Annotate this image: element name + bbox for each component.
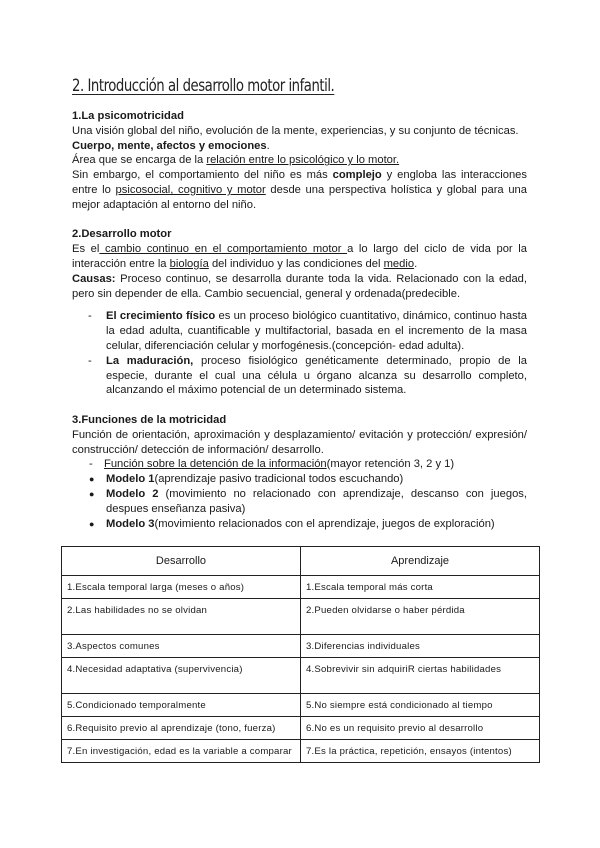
underlined-phrase: cambio continuo en el comportamiento motor <box>99 243 348 256</box>
section-2-definition <box>72 242 527 272</box>
section-3-sublist <box>72 457 527 472</box>
list-item <box>72 354 527 398</box>
table-cell: 1.Escala temporal más corta <box>301 576 540 599</box>
table-cell: 1.Escala temporal larga (meses o años) <box>62 576 301 599</box>
list-item-bold: El crecimiento físico <box>106 310 216 323</box>
column-header-desarrollo: Desarrollo <box>62 547 301 576</box>
text-run: (mayor retención 3, 2 y 1) <box>326 458 455 471</box>
section-1-area <box>72 153 527 168</box>
table-cell: 3.Aspectos comunes <box>62 635 301 658</box>
models-list <box>72 472 527 531</box>
section-2-causas <box>72 272 527 302</box>
list-item <box>72 472 527 487</box>
model-text: (movimiento no relacionado con aprendizaje, descanso con juegos, despues enseñanza pasiva) <box>106 487 527 515</box>
underlined-word: biología <box>169 257 209 270</box>
section-1-heading: 1.La psicomotricidad <box>72 110 184 122</box>
list-item <box>72 487 527 517</box>
table-cell: 3.Diferencias individuales <box>301 635 540 658</box>
list-item <box>72 517 527 532</box>
column-header-aprendizaje: Aprendizaje <box>301 547 540 576</box>
text-run: Sin embargo, el comportamiento del niño es más <box>72 169 333 182</box>
text-run: Proceso continuo, se desarrolla durante toda la vida. Relacionado con la edad, pero sin depender de ella. Cambio secuencial, general y ordenada(predecible. <box>72 272 527 300</box>
table-row <box>62 599 540 635</box>
table-cell: 4.Necesidad adaptativa (supervivencia) <box>62 658 301 694</box>
text-run: Es el <box>72 243 100 256</box>
table-cell: 7.En investigación, edad es la variable a comparar <box>62 740 301 763</box>
model-label: Modelo 3 <box>106 517 155 530</box>
model-label: Modelo 1 <box>106 473 155 486</box>
section-3-heading: 3.Funciones de la motricidad <box>72 413 227 426</box>
list-item-text: es un proceso biológico cuantitativo, dinámico, continuo hasta la edad adulta, cuantificable y multifactorial, basada en el incremento de la masa celular, diferenciación celular y morfogénesis.(concepción- edad adulta). <box>106 310 527 352</box>
table-cell: 2.Las habilidades no se olvidan <box>62 599 301 635</box>
underlined-phrase: psicosocial, cognitivo y motor <box>115 183 266 196</box>
text-run: y engloba las interacciones entre lo <box>72 169 527 196</box>
comparison-table <box>61 546 540 763</box>
text-run: a lo largo del ciclo de vida por la interacción entre la <box>72 243 527 270</box>
section-3-text: Función de orientación, aproximación y desplazamiento/ evitación y protección/ expresión/ construcción/ detección de información/ desarrollo. <box>72 428 527 456</box>
table-row <box>62 576 540 599</box>
model-text: (movimiento relacionados con el aprendizaje, juegos de exploración) <box>154 517 495 530</box>
page-title: 2. Introducción al desarrollo motor infantil. <box>72 76 335 96</box>
model-label: Modelo 2 <box>106 487 159 500</box>
causas-label: Causas: <box>72 272 116 285</box>
table-header-row <box>62 547 540 576</box>
bold-word: complejo <box>332 169 382 182</box>
text-run: . <box>414 257 418 270</box>
table-row <box>62 658 540 694</box>
section-1-line: Una visión global del niño, evolución de la mente, experiencias, y su conjunto de técnicas. <box>72 124 519 137</box>
table-row <box>62 740 540 763</box>
model-text: (aprendizaje pasivo tradicional todos escuchando) <box>154 473 404 486</box>
underlined-phrase: relación entre lo psicológico y lo motor. <box>206 154 400 167</box>
table-row <box>62 635 540 658</box>
list-item <box>72 309 527 353</box>
list-item-text: proceso fisiológico genéticamente determinado, propio de la especie, durante el cual una célula u órgano alcanza su desarrollo completo, alcanzando el máximo potencial de un determinado sistema. <box>106 354 527 397</box>
section-1-paragraph <box>72 168 527 212</box>
section-1-bold-line: Cuerpo, mente, afectos y emociones. <box>72 139 270 152</box>
list-item-bold: La maduración, <box>106 354 194 367</box>
table-cell: 6.Requisito previo al aprendizaje (tono, fuerza) <box>62 717 301 740</box>
text-run: del individuo y las condiciones del <box>208 257 384 270</box>
table-row <box>62 694 540 717</box>
underlined-phrase: Función sobre la detención de la información <box>104 458 327 471</box>
section-2-list <box>72 309 527 398</box>
text-run: Área que se encarga de la <box>72 154 207 167</box>
table-cell: 2.Pueden olvidarse o haber pérdida <box>301 599 540 635</box>
table-cell: 5.Condicionado temporalmente <box>62 694 301 717</box>
table-cell: 5.No siempre está condicionado al tiempo <box>301 694 540 717</box>
table-cell: 7.Es la práctica, repetición, ensayos (intentos) <box>301 740 540 763</box>
bold-phrase: Cuerpo, mente, afectos y emociones <box>72 139 267 152</box>
document-body <box>72 109 527 531</box>
table-cell: 6.No es un requisito previo al desarrollo <box>301 717 540 740</box>
text-run: desde una perspectiva holística y global para una mejor adaptación al entorno del niño. <box>72 183 527 211</box>
underlined-word: medio <box>383 257 415 270</box>
section-2-heading: 2.Desarrollo motor <box>72 228 172 241</box>
table-cell: 4.Sobrevivir sin adquiriR ciertas habilidades <box>301 658 540 694</box>
list-item <box>72 457 527 472</box>
table-row <box>62 717 540 740</box>
